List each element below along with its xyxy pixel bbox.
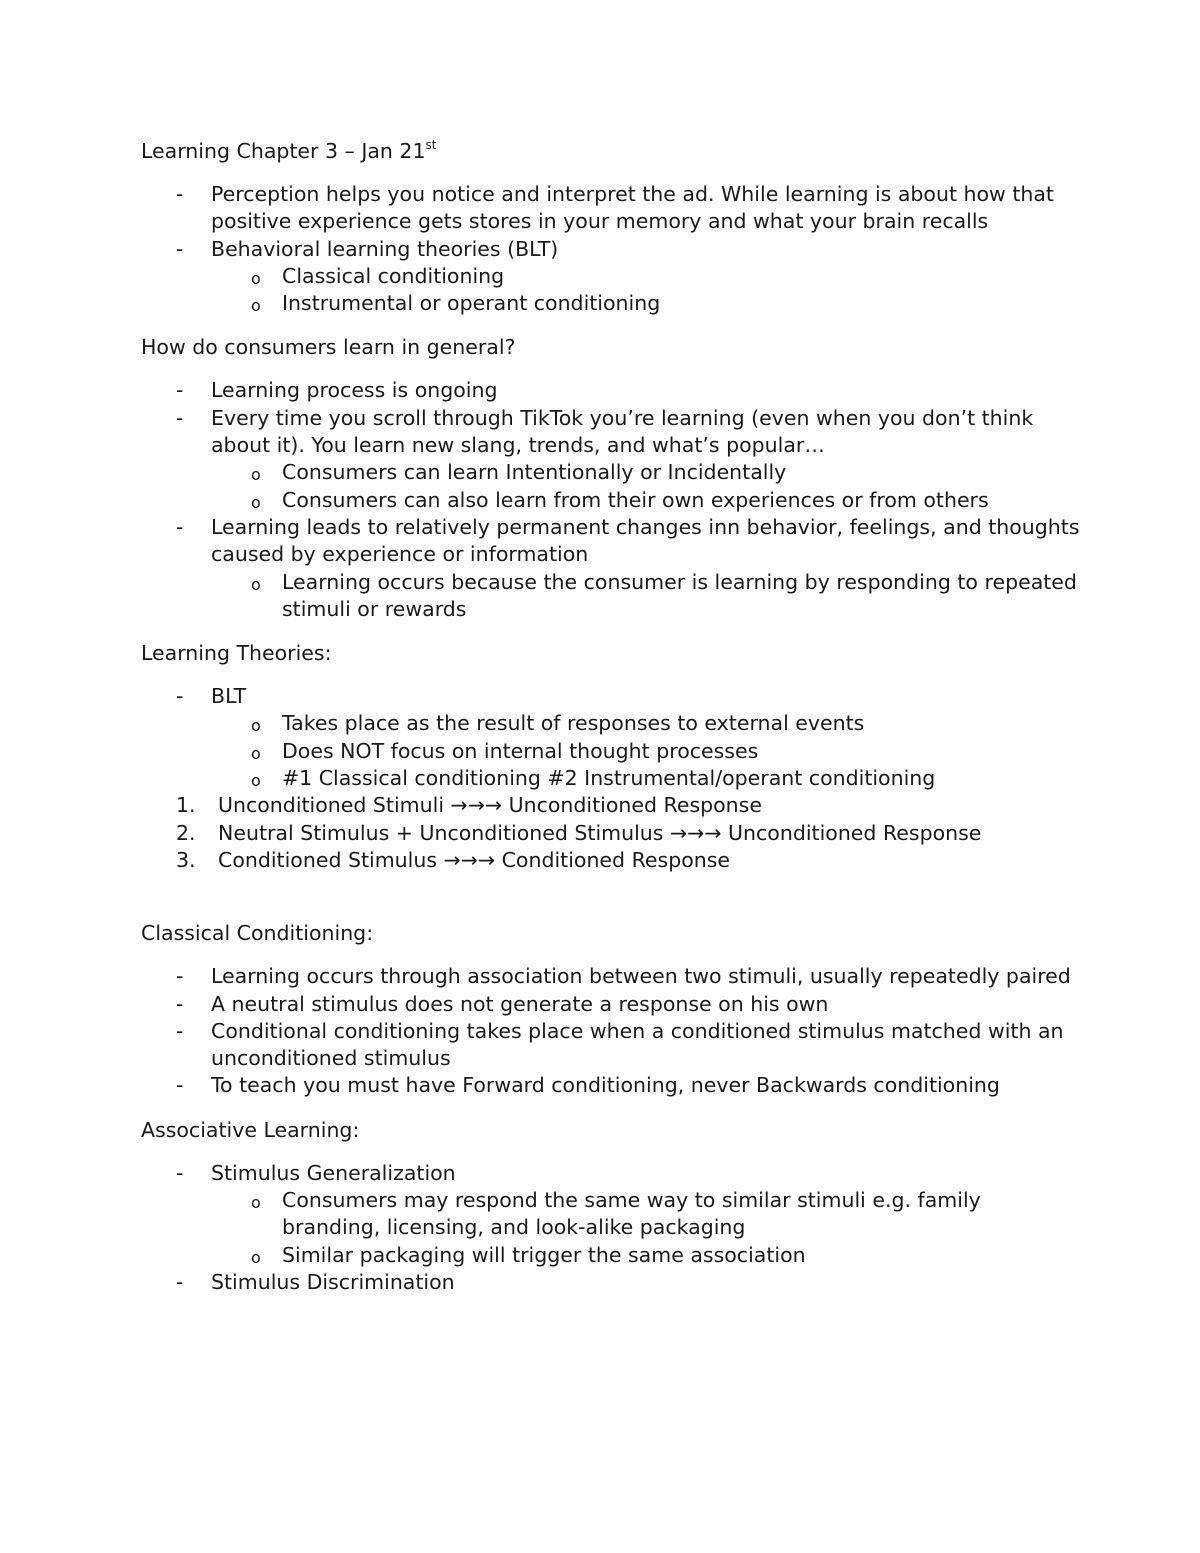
dash-bullet: - [176, 405, 184, 430]
list-item [141, 1072, 1081, 1099]
sub-item-text: Learning occurs because the consumer is learning by responding to repeated stimuli or rewards [282, 569, 1077, 621]
section-heading-theories: Learning Theories: [141, 641, 332, 666]
sub-item-text: Classical conditioning [282, 263, 505, 288]
list-item [141, 1269, 1081, 1296]
dash-bullet: - [176, 1269, 184, 1294]
dash-bullet: - [176, 182, 184, 206]
numbered-item [141, 792, 1081, 819]
sub-list-item [141, 765, 1081, 792]
item-number: 3. [176, 847, 196, 872]
sub-item-text: Consumers can learn Intentionally or Incidentally [282, 460, 787, 485]
item-number: 2. [176, 820, 196, 845]
section-heading-how: How do consumers learn in general? [141, 335, 516, 360]
numbered-item [141, 847, 1081, 874]
section-heading-classical: Classical Conditioning: [141, 921, 374, 946]
theories-list [141, 683, 1081, 792]
sub-list-item [141, 290, 1081, 317]
sub-list-item [141, 738, 1081, 765]
list-item-text: Learning process is ongoing [211, 378, 498, 403]
sub-item-text: Consumers may respond the same way to similar stimuli e.g. family branding, licensing, and look-alike packaging [282, 1188, 981, 1240]
dash-bullet: - [176, 964, 184, 989]
dash-bullet: - [176, 684, 184, 709]
dash-bullet: - [176, 1160, 184, 1185]
spacer [141, 874, 1081, 920]
numbered-item-text: Conditioned Stimulus →→→ Conditioned Response [218, 847, 731, 872]
sub-item-text: Consumers can also learn from their own experiences or from others [282, 487, 989, 512]
intro-list [141, 181, 1081, 317]
circle-bullet-icon: o [251, 743, 261, 763]
how-list [141, 377, 1081, 623]
section-heading-associative: Associative Learning: [141, 1117, 360, 1142]
list-item-text: A neutral stimulus does not generate a response on his own [211, 991, 829, 1016]
dash-bullet: - [176, 378, 184, 403]
sub-list-item [141, 710, 1081, 737]
theories-numbered-list [141, 792, 1081, 874]
document-title [141, 138, 1081, 165]
list-item-text: Every time you scroll through TikTok you’re learning (even when you don’t think about it). You learn new slang, trends, and what’s popular… [211, 405, 1034, 458]
list-item-text: To teach you must have Forward conditioning, never Backwards conditioning [211, 1073, 1000, 1098]
sub-list-item [141, 1187, 1081, 1242]
circle-bullet-icon: o [251, 1193, 261, 1213]
list-item [141, 405, 1081, 460]
document-page [141, 138, 1081, 1296]
list-item [141, 1018, 1081, 1073]
list-item [141, 963, 1081, 990]
dash-bullet: - [176, 236, 184, 261]
classical-list [141, 963, 1081, 1099]
dash-bullet: - [176, 514, 184, 539]
numbered-item [141, 820, 1081, 847]
sub-item-text: Similar packaging will trigger the same association [282, 1242, 806, 1267]
list-item-text: Learning leads to relatively permanent changes inn behavior, feelings, and thoughts caused by experience or information [211, 514, 1080, 567]
list-item [141, 236, 1081, 263]
sub-list-item [141, 1242, 1081, 1269]
list-item [141, 181, 1081, 236]
dash-bullet: - [176, 991, 184, 1016]
numbered-item-text: Unconditioned Stimuli →→→ Unconditioned Response [218, 793, 762, 818]
sub-item-text: #1 Classical conditioning #2 Instrumental/operant conditioning [282, 766, 936, 791]
list-item-text: Behavioral learning theories (BLT) [211, 236, 559, 261]
item-number: 1. [176, 793, 196, 818]
sub-list-item [141, 263, 1081, 290]
dash-bullet: - [176, 1018, 184, 1043]
list-item-text: Learning occurs through association between two stimuli, usually repeatedly paired [211, 964, 1071, 989]
circle-bullet-icon: o [251, 492, 261, 512]
dash-bullet: - [176, 1073, 184, 1098]
list-item [141, 514, 1081, 569]
sub-item-text: Takes place as the result of responses to external events [282, 711, 865, 736]
sub-item-text: Instrumental or operant conditioning [282, 291, 661, 316]
title-superscript: st [425, 138, 437, 152]
list-item [141, 377, 1081, 404]
list-item-text: Perception helps you notice and interpret the ad. While learning is about how that positive experience gets stores in your memory and what your brain recalls [211, 182, 1054, 234]
title-text: Learning Chapter 3 – Jan 21 [141, 139, 426, 163]
circle-bullet-icon: o [251, 268, 261, 288]
circle-bullet-icon: o [251, 296, 261, 316]
circle-bullet-icon: o [251, 716, 261, 736]
circle-bullet-icon: o [251, 465, 261, 485]
associative-list [141, 1160, 1081, 1296]
numbered-item-text: Neutral Stimulus + Unconditioned Stimulus →→→ Unconditioned Response [218, 820, 982, 845]
circle-bullet-icon: o [251, 574, 261, 594]
list-item [141, 683, 1081, 710]
circle-bullet-icon: o [251, 1247, 261, 1267]
sub-list-item [141, 569, 1081, 624]
sub-item-text: Does NOT focus on internal thought processes [282, 738, 759, 763]
list-item [141, 1160, 1081, 1187]
sub-list-item [141, 487, 1081, 514]
circle-bullet-icon: o [251, 771, 261, 791]
list-item-text: Conditional conditioning takes place when a conditioned stimulus matched with an unconditioned stimulus [211, 1018, 1064, 1071]
sub-list-item [141, 459, 1081, 486]
list-item-text: Stimulus Generalization [211, 1160, 456, 1185]
list-item-text: Stimulus Discrimination [211, 1269, 455, 1294]
list-item-text: BLT [211, 684, 247, 709]
list-item [141, 991, 1081, 1018]
